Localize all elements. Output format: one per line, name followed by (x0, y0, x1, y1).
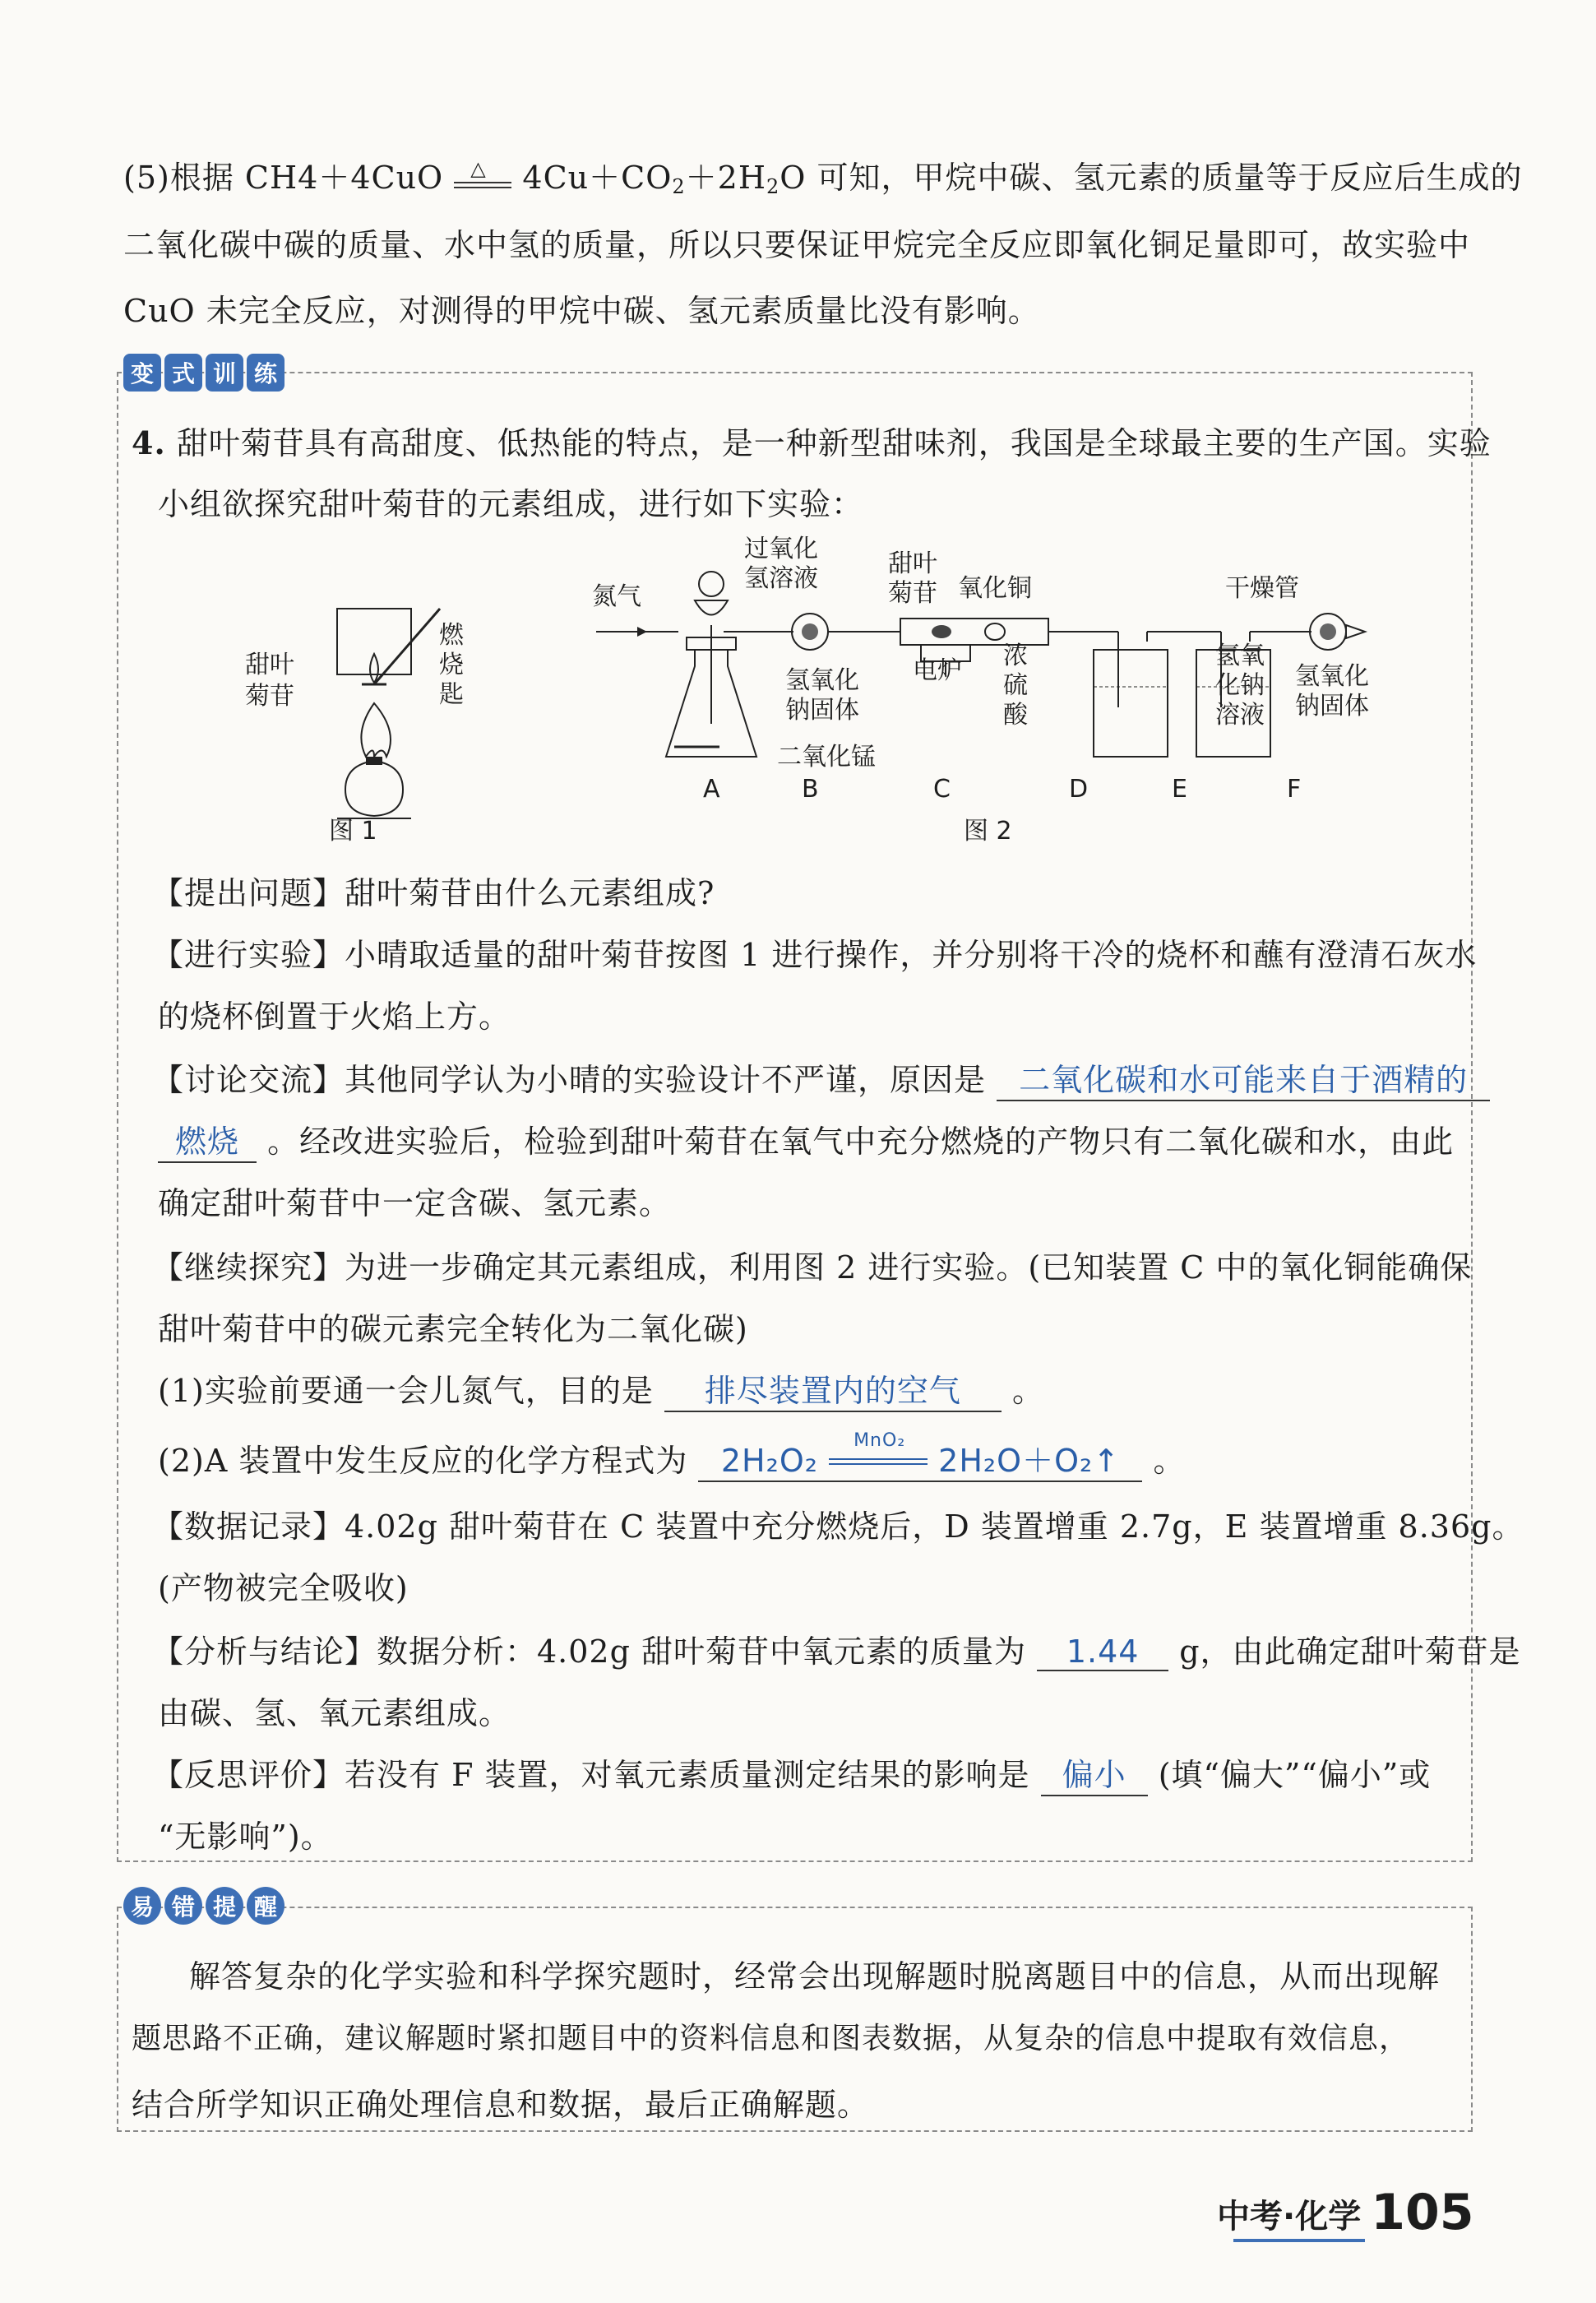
warning-tag: 易 错 提 醒 (123, 1887, 285, 1925)
fig2-label-sample: 甜叶 菊苷 (888, 549, 937, 608)
data-line-1: 【数据记录】4.02g 甜叶菊苷在 C 装置中充分燃烧后，D 装置增重 2.7g，E 装置增重 8.36g。 (152, 1508, 1524, 1545)
fig2-label-naoh-solid-b: 氢氧化 钠固体 (785, 666, 859, 725)
discussion-answer-2: 燃烧 (158, 1116, 257, 1163)
question-line-1: 4. 甜叶菊苷具有高甜度、低热能的特点，是一种新型甜味剂，我国是全球最主要的生产国。实验 (132, 424, 1492, 461)
analysis-answer: 1.44 (1037, 1633, 1168, 1671)
experiment-line-1: 【进行实验】小晴取适量的甜叶菊苷按图 1 进行操作，并分别将干冷的烧杯和蘸有澄清石灰水 (152, 937, 1478, 973)
discussion-answer-1: 二氧化碳和水可能来自于酒精的 (997, 1054, 1490, 1101)
fig2-label-dryer: 干燥管 (1225, 574, 1299, 603)
fig2-letter-f: F (1287, 775, 1302, 804)
ask-line: 【提出问题】甜叶菊苷由什么元素组成? (152, 875, 715, 911)
fig1-label-spoon: 燃 烧 匙 (439, 621, 464, 709)
continue-line-1: 【继续探究】为进一步确定其元素组成，利用图 2 进行实验。(已知装置 C 中的氧化铜能确保 (152, 1249, 1473, 1286)
question-line-2: 小组欲探究甜叶菊苷的元素组成，进行如下实验： (158, 486, 864, 522)
fig2-letter-c: C (933, 775, 951, 804)
warning-line-1: 解答复杂的化学实验和科学探究题时，经常会出现解题时脱离题目中的信息，从而出现解 (189, 1958, 1441, 1995)
discussion-line-3: 确定甜叶菊苷中一定含碳、氢元素。 (158, 1185, 672, 1221)
fig2-letter-d: D (1069, 775, 1089, 804)
reflection-answer: 偏小 (1041, 1749, 1148, 1796)
practice-tag: 变 式 训 练 (123, 354, 285, 392)
warning-line-3: 结合所学知识正确处理信息和数据，最后正确解题。 (132, 2087, 870, 2123)
fig2-label-h2so4: 浓 硫 酸 (1003, 642, 1028, 730)
experiment-line-2: 的烧杯倒置于火焰上方。 (158, 999, 511, 1035)
page-number: 105 (1371, 2184, 1474, 2241)
fig2-caption: 图 2 (964, 817, 1012, 846)
continue-line-2: 甜叶菊苷中的碳元素完全转化为二氧化碳) (158, 1311, 748, 1347)
q1-line: (1)实验前要通一会儿氮气，目的是 排尽装置内的空气 。 (158, 1365, 1044, 1412)
discussion-line-1: 【讨论交流】其他同学认为小晴的实验设计不严谨，原因是 二氧化碳和水可能来自于酒精的 (152, 1054, 1490, 1101)
q2-line: (2)A 装置中发生反应的化学方程式为 2H₂O₂ MnO₂ 2H₂O＋O₂↑ 。 (158, 1435, 1186, 1482)
intro-line-3: CuO 未完全反应，对测得的甲烷中碳、氢元素质量比没有影响。 (123, 293, 1040, 329)
fig2-letter-e: E (1172, 775, 1187, 804)
fig1-caption: 图 1 (329, 817, 377, 846)
fig2-label-naoh-solution: 氢氧 化钠 溶液 (1215, 642, 1265, 730)
warning-line-2: 题思路不正确，建议解题时紧扣题目中的资料信息和图表数据，从复杂的信息中提取有效信息， (132, 2022, 1410, 2055)
analysis-line-1: 【分析与结论】数据分析：4.02g 甜叶菊苷中氧元素的质量为 1.44 g，由此确定甜叶菊苷是 (152, 1633, 1521, 1670)
fig2-label-naoh-solid-f: 氢氧化 钠固体 (1295, 662, 1369, 721)
reflection-line-2: “无影响”)。 (158, 1819, 333, 1855)
fig2-label-h2o2: 过氧化 氢溶液 (744, 535, 818, 593)
q1-answer: 排尽装置内的空气 (664, 1365, 1002, 1412)
fig2-label-mno2: 二氧化锰 (777, 743, 876, 772)
heat-symbol: △ (470, 157, 487, 180)
fig1-label-sample: 甜叶 菊苷 (245, 651, 294, 711)
discussion-line-2: 燃烧 。经改进实验后，检验到甜叶菊苷在氧气中充分燃烧的产物只有二氧化碳和水，由此 (158, 1116, 1454, 1163)
reflection-line-1: 【反思评价】若没有 F 装置，对氧元素质量测定结果的影响是 偏小 (填“偏大”“偏小”或 (152, 1749, 1431, 1796)
analysis-line-2: 由碳、氢、氧元素组成。 (158, 1695, 511, 1731)
fig2-label-stove: 电炉 (913, 656, 962, 685)
footer-underline (1233, 2239, 1365, 2242)
data-line-2: (产物被完全吸收) (158, 1570, 409, 1606)
footer-book-title: 中考·化学 (1217, 2198, 1362, 2236)
intro-line-1: (5)根据 CH4＋4CuO △ $4Cu+CO_2+2H_2O$ 可知，甲烷中碳、氢元素的质量等于反应后生成的 (123, 157, 1523, 198)
intro-line-2: 二氧化碳中碳的质量、水中氢的质量，所以只要保证甲烷完全反应即氧化铜足量即可，故实验中 (123, 227, 1471, 263)
fig2-letter-a: A (703, 775, 720, 804)
footer (1217, 2184, 1474, 2241)
fig2-letter-b: B (802, 775, 819, 804)
fig2-label-n2: 氮气 (592, 582, 641, 611)
q2-answer: 2H₂O₂ MnO₂ 2H₂O＋O₂↑ (698, 1435, 1142, 1482)
fig2-label-cuo: 氧化铜 (958, 574, 1032, 603)
